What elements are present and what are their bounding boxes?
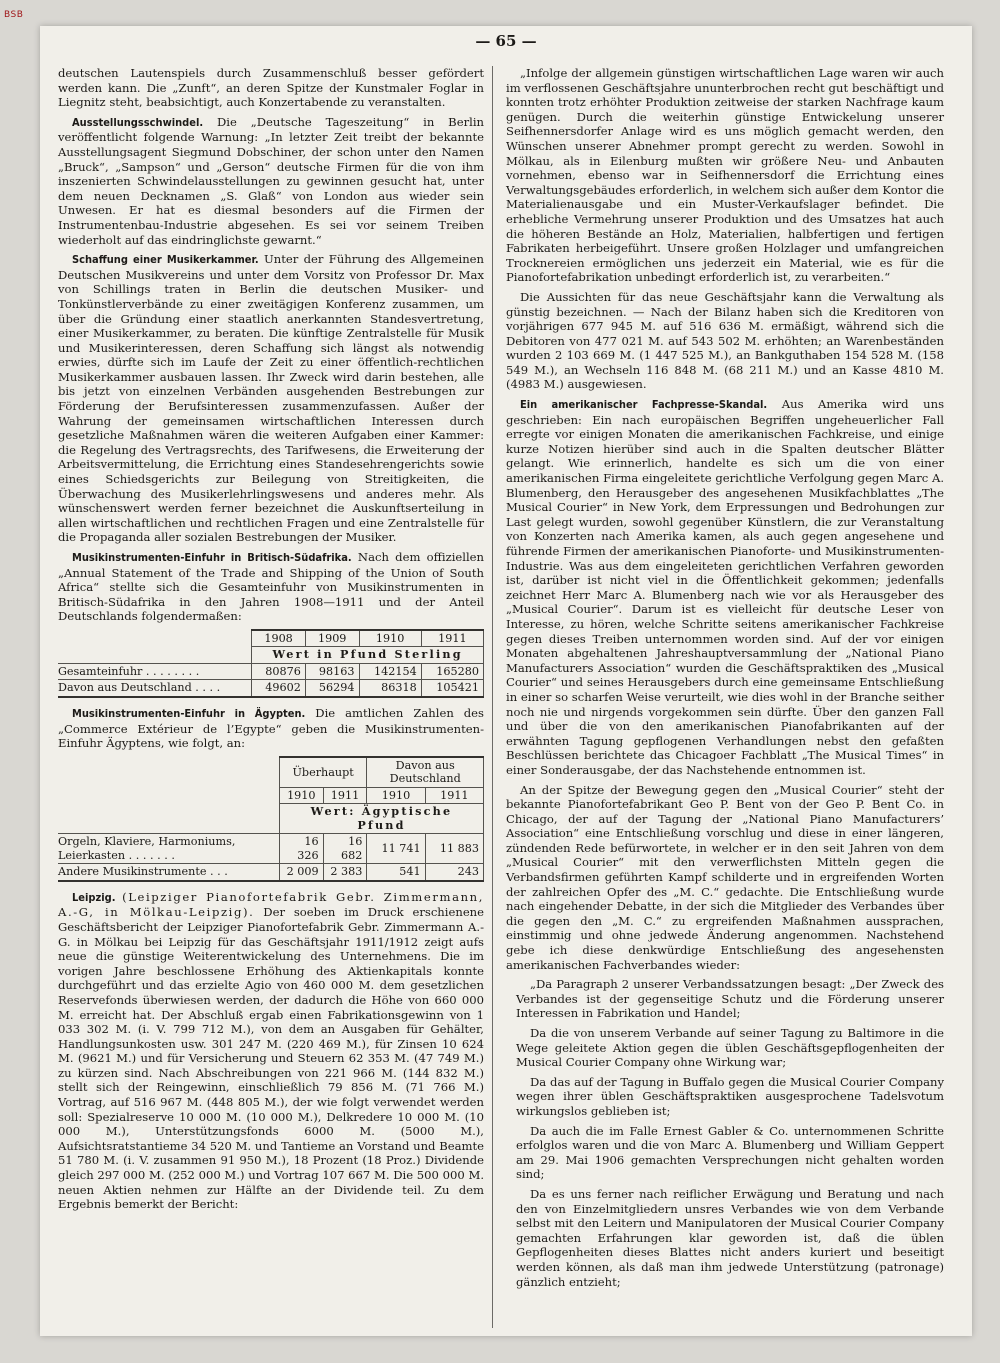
section-body: Nach dem offiziellen „Annual Statement of the Trade and Shipping of the Union of South Africa“ stellte sich die Gesamteinfuhr von Musikinstrumenten in Britisch-Südafrika in den Jahren 1908—1911 und der Anteil Deutschlands folgendermaßen: [58,550,485,624]
section-body: Die amtlichen Zahlen des „Commerce Extérieur de l’Egypte“ geben die Musikinstrumenten-Einfuhr Ägyptens, wie folgt, an: [58,705,484,751]
report-quote-paragraph: „Infolge der allgemein günstigen wirtschaftlichen Lage waren wir auch im verflossenen Geschäftsjahre ununterbrochen recht gut beschäftigt und konnten trotz erhöhter Produktion zeitweise der starken Nachfrage kaum genügen. Durch die weiterhin günstige Entwickelung unserer Seifhennersdorfer Anlage wird es uns möglich gemacht werden, den Wünschen unserer Abnehmer prompt gerecht zu werden. Sowohl in Mölkau, als in Eilenburg mußten wir größere Neu- und Anbauten vornehmen, ebenso war in Seifhennersdorf die Errichtung eines Verwaltungsgebäudes erforderlich, in welchem sich außer dem Kontor die Materialienausgabe und ein Muster-Verkaufslager befindet. Die erhebliche Vermehrung unserer Produktion und des Umsatzes hat auch die höheren Bestände an Holz, Materialien, halbfertigen und fertigen Fabrikaten herbeigeführt. Unsere großen Holzlager und umfangreichen Trocknereien ermöglichen uns jederzeit ein Material, wie es für die Pianofortefabrikation unbedingt erforderlich ist, zu verarbeiten.“ [506,66,944,285]
cell-value: 11 741 [367,834,425,864]
page-number: — 65 — [475,32,537,50]
row-label: Andere Musikinstrumente . . . [58,864,279,881]
row-label: Orgeln, Klaviere, Harmoniums, Leierkasten . . . . . . . [58,834,279,864]
movement-paragraph: An der Spitze der Bewegung gegen den „Musical Courier“ steht der bekannte Pianofortefabrikant Geo P. Bent von der Geo P. Bent Co. in Chicago, der auf der Tagung der „National Piano Manufacturers’ Association“ eine Entschließung vorschlug und diese in einer längeren, zündenden Rede befürwortete, in welcher er in den seit Jahren von dem „Musical Courier“ mit den verwerflichsten Mitteln gegen die Verbandsfirmen geführten Kampf schilderte und in ergreifenden Worten der zahlreichen Opfer des „M. C.“ gedachte. Die Entschließung wurde nach eingehender Debatte, in der sich die Mitglieder des Verbandes über die gegen den „M. C.“ zu ergreifenden Maßnahmen aussprachen, einstimmig und ohne jedwede Änderung angenommen. Nachstehend gebe ich diese denkwürdige Entschließung des angesehensten amerikanischen Fachverbandes wieder: [506,782,944,972]
section-body: Der soeben im Druck erschienene Geschäftsbericht der Leipziger Pianofortefabrik Gebr. Zimmermann A.-G. in Mölkau bei Leipzig für das Geschäftsjahr 1911/1912 zeigt aufs neue die günstige Weiterentwickelung des Unternehmens. Die im vorigen Jahre beschlossene Erhöhung des Aktienkapitals konnte durchgeführt und das erzielte Agio von 460 000 M. dem gesetzlichen Reservefonds überwiesen werden, der dadurch die Höhe von 660 000 M. erreicht hat. Der Abschluß ergab einen Fabrikationsgewinn von 1 033 302 M. (i. V. 799 712 M.), von dem an Ausgaben für Gehälter, Handlungsunkosten usw. 301 247 M. (220 469 M.), für Zinsen 10 624 M. (9621 M.) und für Versicherung und Steuern 62 353 M. (47 749 M.) zu kürzen sind. Nach Abschreibungen von 221 966 M. (144 832 M.) stellt sich der Reingewinn, einschließlich 79 856 M. (71 766 M.) Vortrag, auf 516 967 M. (448 805 M.), der wie folgt verwendet werden soll: Spezialreserve 10 000 M. (10 000 M.), Delkredere 10 000 M. (10 000 M.), Unterstützungsfonds 6000 M. (5000 M.), Aufsichtsratstantieme 34 520 M. und Tantieme an Vorstand und Beamte 51 780 M. (i. V. zusammen 91 950 M.), 18 Prozent (18 Proz.) Dividende gleich 297 000 M. (252 000 M.) und Vortrag 107 667 M. Die 500 000 M. neuen Aktien nehmen zur Hälfte an der Dividende teil. Zu dem Ergebnis bemerkt der Bericht: [58,905,485,1212]
column-divider [492,66,493,1328]
section-heading: Musikinstrumenten-Einfuhr in Britisch-Südafrika. [72,551,352,564]
section-heading: Schaffung einer Musikerkammer. [72,253,259,267]
year-header: 1910 [359,630,421,647]
section-heading: Ausstellungsschwindel. [72,115,204,129]
cell-value: 80876 [252,663,306,680]
section-heading: Leipzig. [72,890,116,904]
intro-paragraph: deutschen Lautenspiels durch Zusammenschluß besser gefördert werden kann. Die „Zunft“, an deren Spitze der Kunstmaler Foglar in Liegnitz steht, beabsichtigt, auch Konzertabende zu veranstalten. [58,66,484,110]
cell-value: 2 383 [323,864,367,881]
section-leipzig [58,890,484,1212]
year-header: 1911 [323,787,367,804]
cell-value: 98163 [305,663,359,680]
section-aegypten [58,706,484,751]
year-header: 1910 [367,787,425,804]
section-musikerkammer [58,252,484,545]
cell-value: 49602 [252,680,306,697]
resolution-clause: Da auch die im Falle Ernest Gabler & Co. unternommenen Schritte erfolglos waren und die von Marc A. Blumenberg und William Geppert am 29. Mai 1906 gemachten Versprechungen nicht gehalten worden sind; [516,1123,944,1182]
cell-value: 16 326 [279,834,323,864]
table-south-africa [58,629,484,698]
cell-value: 11 883 [425,834,483,864]
section-heading: Ein amerikanischer Fachpresse-Skandal. [520,398,768,412]
group-header: Überhaupt [279,757,366,788]
company-name: (Leipziger Pianofortefabrik Gebr. Zimmermann, A.-G, in Mölkau-Leipzig). [58,889,485,920]
cell-value: 86318 [359,680,421,697]
section-fachpresse-skandal [506,397,944,777]
document-page [40,26,972,1336]
group-header: Davon aus Deutschland [367,757,484,788]
right-column [506,66,944,1294]
year-header: 1911 [425,787,483,804]
year-header: 1910 [279,787,323,804]
left-column [58,66,484,1217]
cell-value: 541 [367,864,425,881]
resolution-clause: Da die von unserem Verbande auf seiner Tagung zu Baltimore in die Wege geleitete Aktion gegen die üblen Geschäftsgepflogenheiten der Musical Courier Company ohne Wirkung war; [516,1026,944,1070]
year-header: 1908 [252,630,306,647]
row-label: Gesamteinfuhr . . . . . . . . [58,663,252,680]
library-mark: BSB [4,10,24,20]
unit-header: Wert in Pfund Sterling [252,647,484,664]
cell-value: 165280 [421,663,483,680]
year-header: 1911 [421,630,483,647]
section-body: Aus Amerika wird uns geschrieben: Ein nach europäischen Begriffen ungeheuerlicher Fall erregte vor einigen Monaten die amerikanischen Fachkreise, und einige kurze Notizen hierüber sind auch in die Spalten deutscher Blätter gelangt. Wie erinnerlich, handelte es sich um die von einer amerikanischen Firma eingeleitete gerichtliche Verfolgung gegen Marc A. Blumenberg, den Herausgeber des angesehenen Musikfachblattes „The Musical Courier“ in New York, dem Erpressungen und Bedrohungen zur Last gelegt wurden, sowohl gegenüber Künstlern, die zur Veranstaltung von Konzerten nach Amerika kamen, als auch gegen angesehene und führende Firmen der amerikanischen Pianoforte- und Musikinstrumenten-Industrie. Was aus dem eingeleiteten gerichtlichen Verfahren geworden ist, darüber ist nicht viel in die Öffentlichkeit gekommen; jedenfalls zeichnet Herr Marc A. Blumenberg nach wie vor als Herausgeber des „Musical Courier“. Darum ist es vielleicht für deutsche Leser von Interesse, zu hören, welche Schritte seitens amerikanischer Fachkreise gegen dieses Treiben unternommen worden sind. Auf der vor einigen Monaten abgehaltenen Jahreshauptversammlung der „National Piano Manufacturers Association“ wurden die Geschäftspraktiken des „Musical Courier“ und seines Herausgebers durch eine gemeinsame Entschließung in einer so scharfen Weise verurteilt, wie dies wohl in der Branche seither noch nie und nirgends vorgekommen sein dürfte. Über den ganzen Fall und über die von den amerikanischen Pianofabrikanten auf der erwähnten Tagung gepflogenen Verhandlungen nebst den gefaßten Beschlüssen berichtete das Chicagoer Fachblatt „The Musical Times“ in einer Sonderausgabe, der das Nachstehende entnommen ist. [506,397,945,777]
cell-value: 243 [425,864,483,881]
section-ausstellungsschwindel [58,115,484,247]
cell-value: 56294 [305,680,359,697]
section-suedafrika [58,550,484,624]
section-body: Die „Deutsche Tageszeitung“ in Berlin veröffentlicht folgende Warnung: „In letzter Zeit treibt der bekannte Ausstellungsagent Siegmund Dobschiner, der schon unter den Namen „Bruck“, „Sampson“ und „Gerson“ deutsche Firmen für die von ihm inszenierten Schwindelausstellungen zu gewinnen gesucht hat, unter dem neuen Decknamen „S. Glaß“ von London aus wieder sein Unwesen. Er hat es diesmal besonders auf die Firmen der Instrumentenbau-Industrie abgesehen. Es sei vor seinem Treiben wiederholt auf das eindringlichste gewarnt.“ [58,114,484,247]
cell-value: 105421 [421,680,483,697]
resolution-clause: Da das auf der Tagung in Buffalo gegen die Musical Courier Company wegen ihrer üblen Geschäftspraktiken ausgesprochene Tadelsvotum wirkungslos geblieben ist; [516,1074,944,1118]
section-heading: Musikinstrumenten-Einfuhr in Ägypten. [72,706,306,720]
row-label: Davon aus Deutschland . . . . [58,680,252,697]
cell-value: 142154 [359,663,421,680]
cell-value: 16 682 [323,834,367,864]
resolution-clause: Da es uns ferner nach reiflicher Erwägung und Beratung und nach den von Einzelmitgliedern unsres Verbandes wie von dem Verbande selbst mit den Leitern und Manipulatoren der Musical Courier Company gemachten Erfahrungen klar geworden ist, daß die üblen Gepflogenheiten dieses Blattes nicht anders kuriert und beseitigt werden können, als daß man ihm jedwede Unterstützung (patronage) gänzlich entzieht; [516,1186,944,1289]
year-header: 1909 [305,630,359,647]
balance-paragraph: Die Aussichten für das neue Geschäftsjahr kann die Verwaltung als günstig bezeichnen. — Nach der Bilanz haben sich die Kreditoren von vorjährigen 677 945 M. auf 516 636 M. ermäßigt, während sich die Debitoren von 477 021 M. auf 543 502 M. erhöhten; an Warenbeständen wurden 2 103 669 M. (1 447 525 M.), an Bankguthaben 154 528 M. (158 549 M.), an Wechseln 116 848 M. (68 211 M.) und an Kasse 4810 M. (4983 M.) ausgewiesen. [506,289,944,392]
unit-header: Wert: Ägyptische Pfund [279,804,483,834]
section-body: Unter der Führung des Allgemeinen Deutschen Musikvereins und unter dem Vorsitz von Professor Dr. Max von Schillings traten in Berlin die deutschen Musiker- und Tonkünstlerverbände zu einer zweitägigen Konferenz zusammen, um über die Gründung einer staatlich anerkannten Standesvertretung, einer Musikerkammer, zu beraten. Die künftige Zentralstelle für Musik und Musikerinteressen, deren Schaffung sich längst als notwendig erwies, dürfte sich im Laufe der Zeit zu einer öffentlich-rechtlichen Musikerkammer ausbauen lassen. Ihr Zweck wird darin bestehen, alle bis jetzt von einzelnen Verbänden ausgehenden Bestrebungen zur Förderung der Berufsinteressen zusammenzufassen. Außer der Wahrung der gemeinsamen wirtschaftlichen Interessen durch gesetzliche Maßnahmen wären die weiteren Aufgaben einer Kammer: die Regelung des Vertragsrechts, des Tarifwesens, die Erweiterung der Arbeitsvermittelung, die Errichtung eines Standesehrengerichts sowie eines Schiedsgerichts zur Beilegung von Streitigkeiten, die Überwachung des Musikerlehrlingswesens und anderes mehr. Als wünschenswert werden ferner bezeichnet die Auskunftserteilung in allen wirtschaftlichen und rechtlichen Fragen und eine Zentralstelle für die Propaganda aller sozialen Bestrebungen der Musiker. [58,252,485,545]
cell-value: 2 009 [279,864,323,881]
table-egypt [58,756,484,882]
resolution-clause: „Da Paragraph 2 unserer Verbandssatzungen besagt: „Der Zweck des Verbandes ist der gegenseitige Schutz und die Förderung unserer Interessen in Fabrikation und Handel; [516,977,944,1021]
